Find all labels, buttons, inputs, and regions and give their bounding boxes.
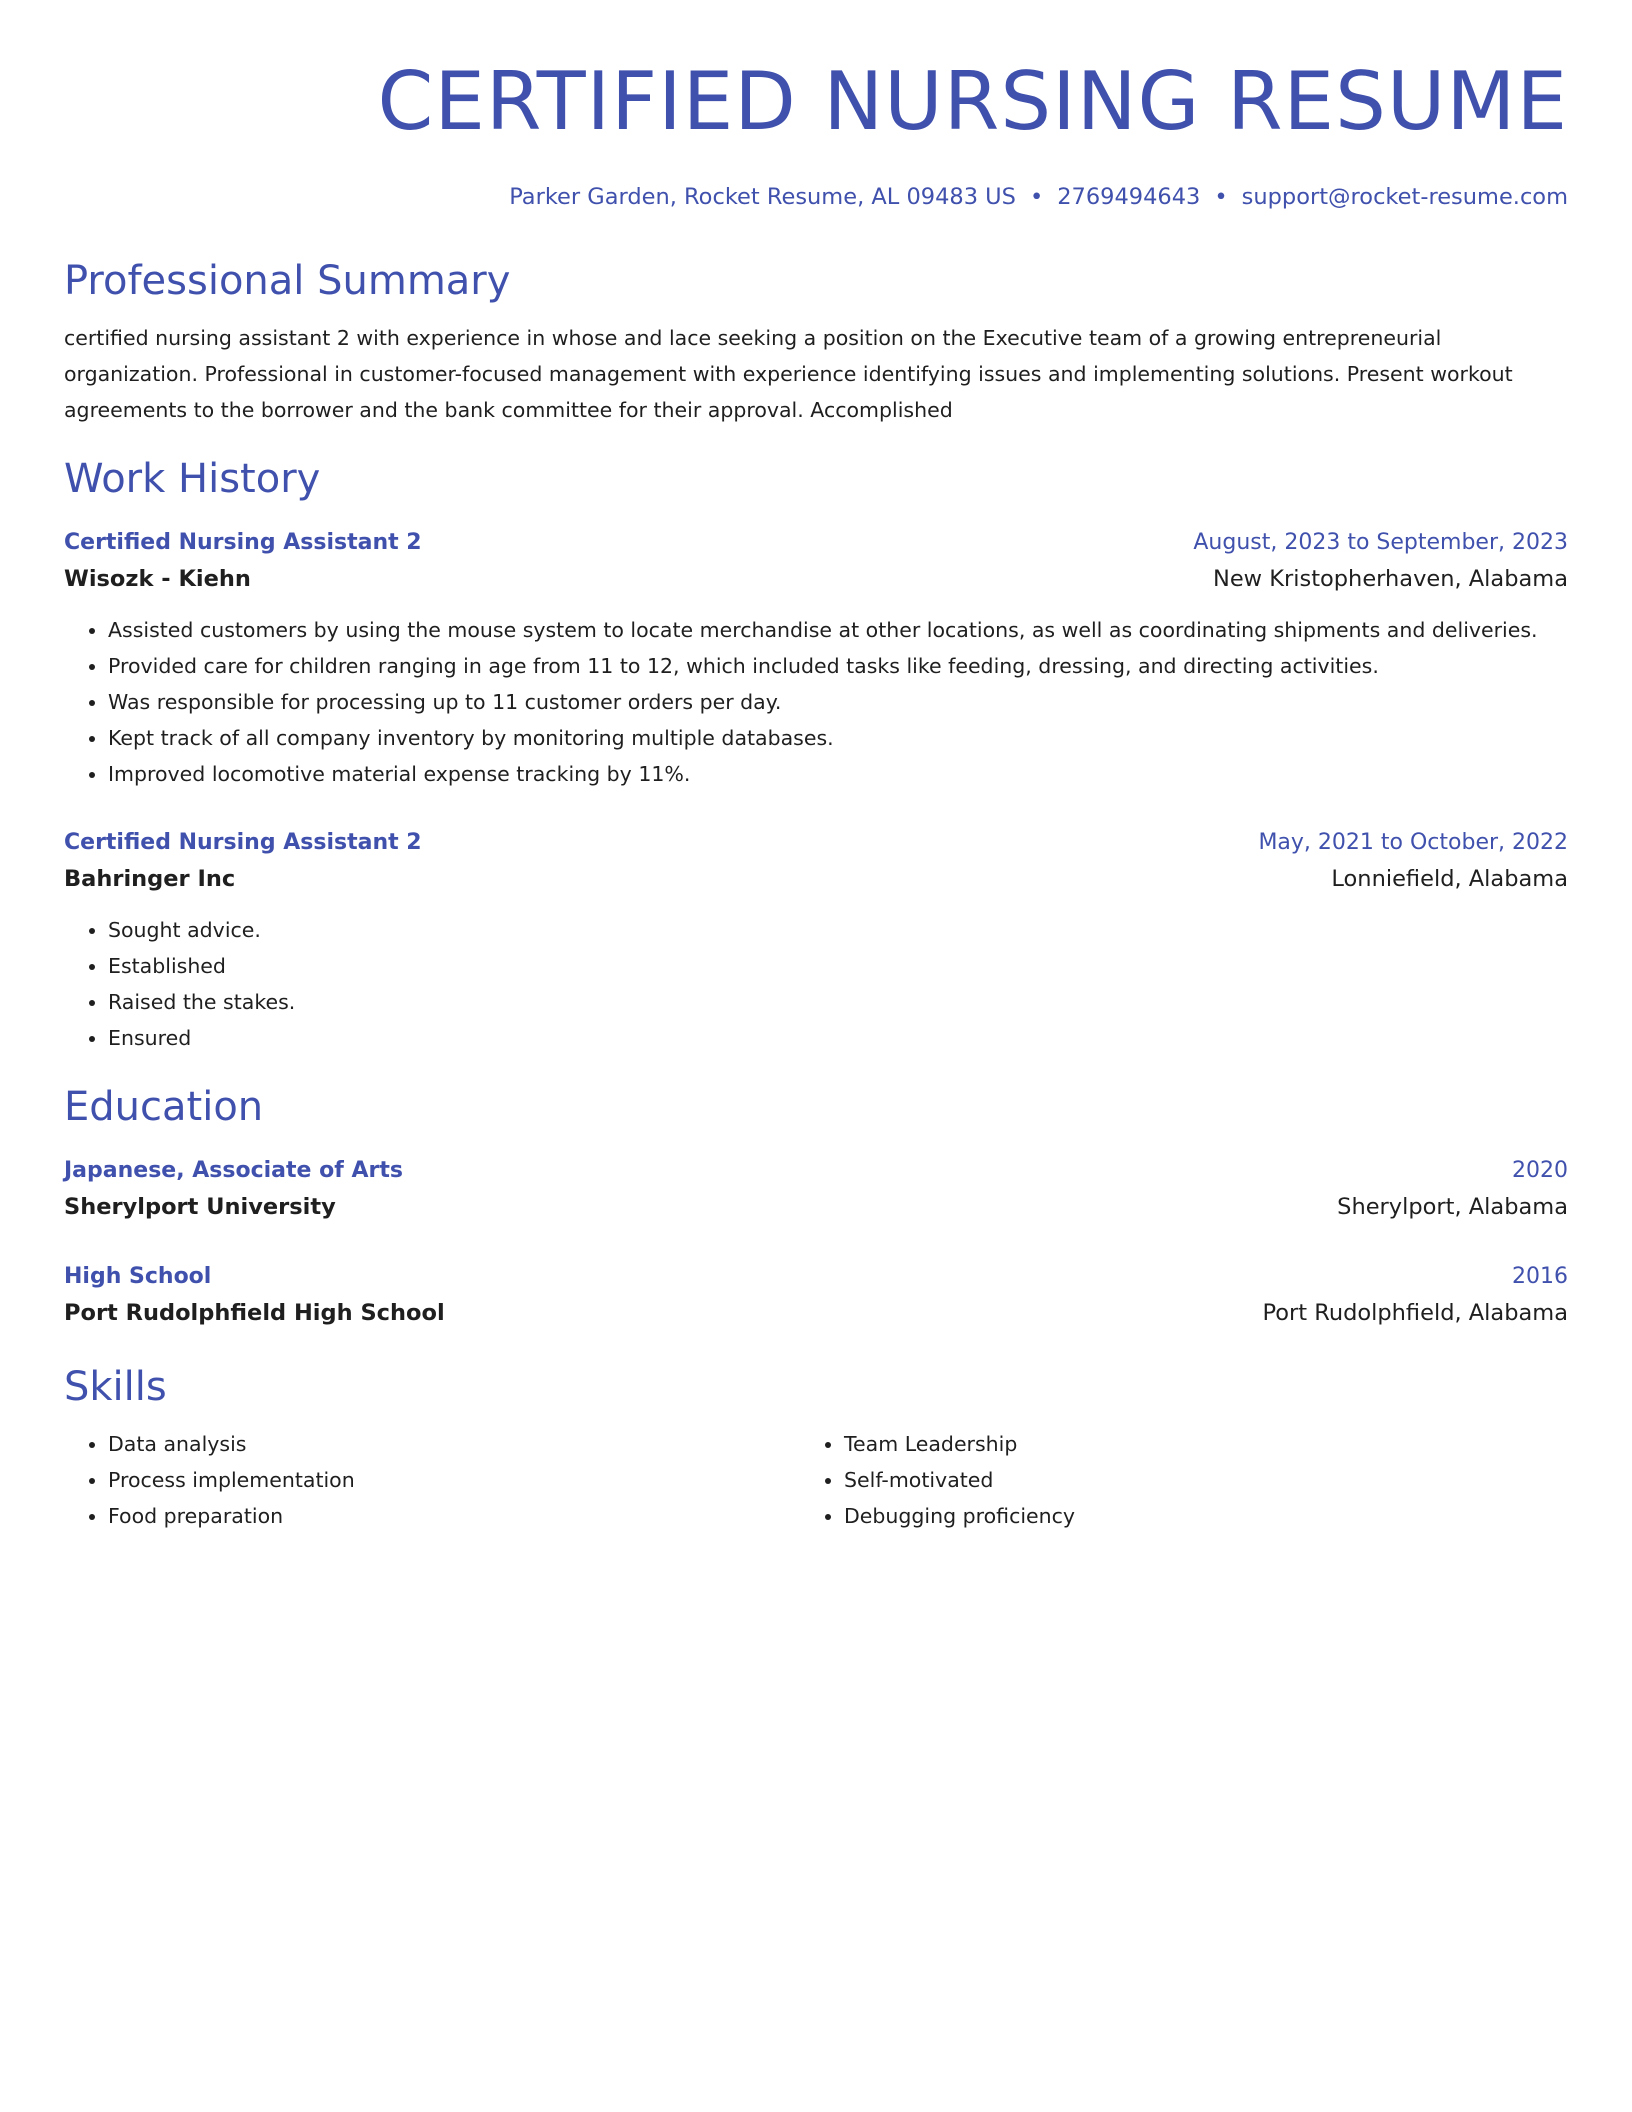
job-title: Certified Nursing Assistant 2 <box>64 530 422 555</box>
skills-list <box>64 1426 1568 1534</box>
job-title: Certified Nursing Assistant 2 <box>64 830 422 855</box>
education-degree: High School <box>64 1264 212 1289</box>
contact-email: support@rocket-resume.com <box>1241 184 1568 210</box>
education-school: Sherylport University <box>64 1194 336 1220</box>
job-duty: • Improved locomotive material expense tracking by 11%. <box>108 756 1568 792</box>
education-entry <box>64 1154 1568 1226</box>
job-entry <box>64 526 1568 792</box>
resume-page <box>64 0 1568 1534</box>
job-company: Bahringer Inc <box>64 866 236 892</box>
job-location: Lonniefield, Alabama <box>1331 866 1568 892</box>
contact-separator: • <box>1029 184 1044 210</box>
education-entry <box>64 1260 1568 1332</box>
skills-column-left <box>64 1426 800 1534</box>
skill-item: • Debugging proficiency <box>844 1498 1536 1534</box>
education-heading: Education <box>64 1084 264 1130</box>
education-subheader <box>64 1294 1568 1332</box>
education-degree: Japanese, Associate of Arts <box>64 1158 403 1183</box>
education-year: 2016 <box>1512 1264 1568 1289</box>
job-duty: • Sought advice. <box>108 912 1568 948</box>
contact-info <box>64 180 1568 214</box>
job-duties <box>64 912 1568 1056</box>
job-company: Wisozk - Kiehn <box>64 566 251 592</box>
job-location: New Kristopherhaven, Alabama <box>1212 566 1568 592</box>
job-duty: • Raised the stakes. <box>108 984 1568 1020</box>
work-history-heading: Work History <box>64 456 321 502</box>
job-duty: • Assisted customers by using the mouse system to locate merchandise at other locations, as well as coordinating shipments and deliveries. <box>108 612 1568 648</box>
job-dates: August, 2023 to September, 2023 <box>1193 530 1568 555</box>
contact-phone: 2769494643 <box>1057 184 1201 210</box>
education-header <box>64 1154 1568 1188</box>
contact-separator: • <box>1214 184 1228 210</box>
job-duty: • Ensured <box>108 1020 1568 1056</box>
resume-title: CERTIFIED NURSING RESUME <box>377 55 1568 148</box>
job-subheader <box>64 860 1568 898</box>
skills-column-right <box>800 1426 1536 1534</box>
skill-item: • Team Leadership <box>844 1426 1536 1462</box>
job-subheader <box>64 560 1568 598</box>
summary-text: certified nursing assistant 2 with experience in whose and lace seeking a position on the Executive team of a growing entrepreneurial organization. Professional in customer-focused management with experience identifying issues and implementing solutions. Present workout agreements to the borrower and the bank committee for their approval. Accomplished <box>64 326 1513 422</box>
education-location: Port Rudolphfield, Alabama <box>1262 1300 1568 1326</box>
job-duties <box>64 612 1568 792</box>
job-duty: • Was responsible for processing up to 11 customer orders per day. <box>108 684 1568 720</box>
education-school: Port Rudolphfield High School <box>64 1300 445 1326</box>
education-year: 2020 <box>1512 1158 1568 1183</box>
skill-item: • Food preparation <box>108 1498 800 1534</box>
education-location: Sherylport, Alabama <box>1337 1194 1568 1220</box>
job-duty: • Established <box>108 948 1568 984</box>
job-entry <box>64 826 1568 1056</box>
contact-address: Parker Garden, Rocket Resume, AL 09483 US <box>509 184 1016 210</box>
skill-item: • Process implementation <box>108 1462 800 1498</box>
skill-item: • Data analysis <box>108 1426 800 1462</box>
job-header <box>64 526 1568 560</box>
summary-heading: Professional Summary <box>64 258 511 304</box>
education-subheader <box>64 1188 1568 1226</box>
job-duty: • Kept track of all company inventory by monitoring multiple databases. <box>108 720 1568 756</box>
job-header <box>64 826 1568 860</box>
job-dates: May, 2021 to October, 2022 <box>1258 830 1568 855</box>
skills-heading: Skills <box>64 1364 167 1410</box>
education-header <box>64 1260 1568 1294</box>
job-duty: • Provided care for children ranging in age from 11 to 12, which included tasks like feeding, dressing, and directing activities. <box>108 648 1568 684</box>
skill-item: • Self-motivated <box>844 1462 1536 1498</box>
